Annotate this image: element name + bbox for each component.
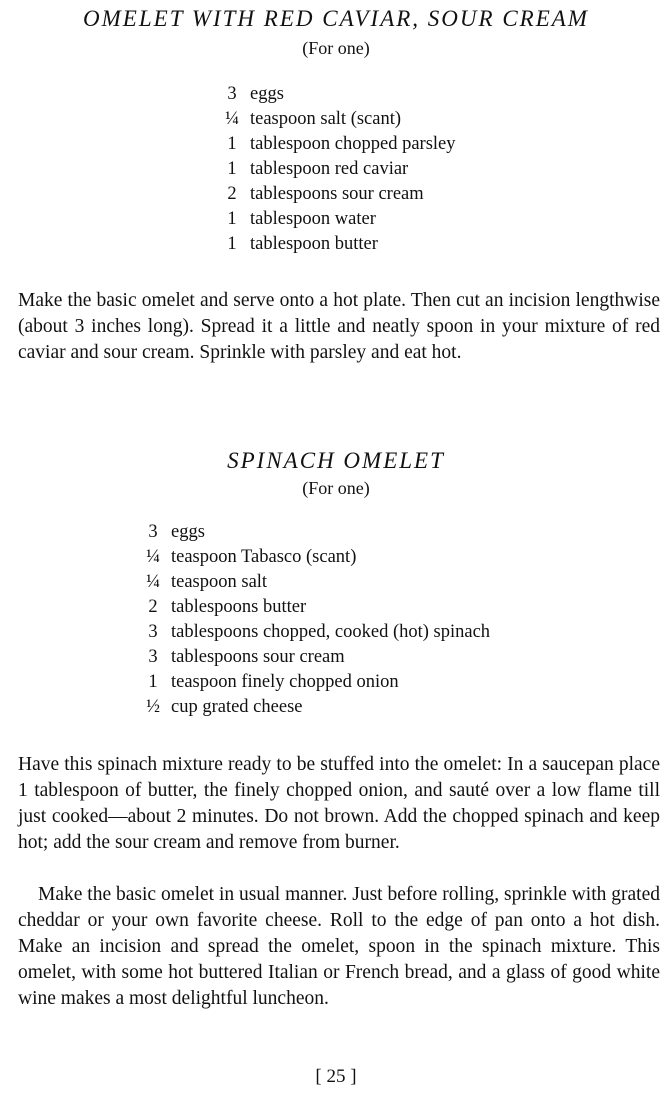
serving-note: (For one)	[302, 38, 370, 58]
ingredient-text: teaspoon finely chopped onion	[171, 672, 399, 692]
ingredient-text: tablespoon butter	[250, 234, 378, 254]
ingredient-quantity: 1	[227, 134, 237, 154]
ingredient-quantity: ½	[146, 697, 160, 717]
ingredient-quantity: 2	[148, 597, 158, 617]
recipe-title: OMELET WITH RED CAVIAR, SOUR CREAM	[83, 6, 589, 31]
ingredient-item	[143, 622, 490, 648]
ingredient-quantity: 2	[227, 184, 237, 204]
ingredient-quantity: 3	[148, 622, 158, 642]
ingredient-item	[143, 697, 302, 723]
ingredient-item	[222, 84, 284, 110]
ingredient-text: cup grated cheese	[171, 697, 303, 717]
recipe-instructions: Have this spinach mixture ready to be stuffed into the omelet: In a saucepan place 1 tablespoon of butter, the finely chopped onion, and sauté over a low flame till just cooked—about 2 minutes. Do not brown. Add the chopped spinach and keep hot; add the sour cream and remove from burner.	[18, 754, 660, 853]
ingredient-item	[143, 547, 356, 573]
serving-note: (For one)	[302, 478, 370, 498]
ingredient-quantity: 3	[148, 522, 158, 542]
ingredient-quantity: ¼	[225, 109, 239, 129]
ingredient-item	[222, 234, 378, 260]
ingredient-quantity: 1	[148, 672, 158, 692]
ingredient-item	[143, 572, 267, 598]
ingredient-text: tablespoon water	[250, 209, 376, 229]
ingredient-item	[222, 159, 408, 185]
ingredient-item	[143, 597, 306, 623]
ingredient-quantity: 3	[227, 84, 237, 104]
ingredient-text: tablespoons sour cream	[250, 184, 424, 204]
recipe-instructions: Make the basic omelet in usual manner. Just before rolling, sprinkle with grated cheddar or your own favorite cheese. Roll to the edge of pan onto a hot dish. Make an incision and spread the omelet, spoon in the spinach mixture. This omelet, with some hot buttered Italian or French bread, and a glass of good white wine makes a most delightful luncheon.	[18, 884, 660, 1009]
page-number: [ 25 ]	[315, 1066, 357, 1087]
ingredient-text: tablespoon chopped parsley	[250, 134, 456, 154]
ingredient-text: eggs	[171, 522, 205, 542]
ingredient-item	[222, 109, 401, 135]
recipe-title: SPINACH OMELET	[227, 448, 445, 473]
ingredient-item	[222, 134, 456, 160]
recipe-instructions: Make the basic omelet and serve onto a hot plate. Then cut an incision lengthwise (about 3 inches long). Spread it a little and neatly spoon in your mixture of red caviar and sour cream. Sprinkle with parsley and eat hot.	[18, 290, 660, 363]
ingredient-item	[143, 672, 399, 698]
ingredient-text: teaspoon salt (scant)	[250, 109, 402, 129]
ingredient-quantity: 1	[227, 234, 237, 254]
ingredient-text: tablespoons chopped, cooked (hot) spinach	[171, 622, 491, 642]
ingredient-text: teaspoon Tabasco (scant)	[171, 547, 357, 567]
ingredient-item	[143, 647, 345, 673]
ingredient-item	[222, 184, 424, 210]
ingredient-quantity: 1	[227, 209, 237, 229]
ingredient-quantity: ¼	[146, 547, 160, 567]
ingredient-text: tablespoons butter	[171, 597, 307, 617]
ingredient-text: tablespoon red caviar	[250, 159, 409, 179]
ingredient-text: tablespoons sour cream	[171, 647, 345, 667]
ingredient-item	[143, 522, 205, 548]
ingredient-text: eggs	[250, 84, 284, 104]
ingredient-item	[222, 209, 376, 235]
ingredient-quantity: 3	[148, 647, 158, 667]
ingredient-quantity: 1	[227, 159, 237, 179]
ingredient-quantity: ¼	[146, 572, 160, 592]
ingredient-text: teaspoon salt	[171, 572, 268, 592]
